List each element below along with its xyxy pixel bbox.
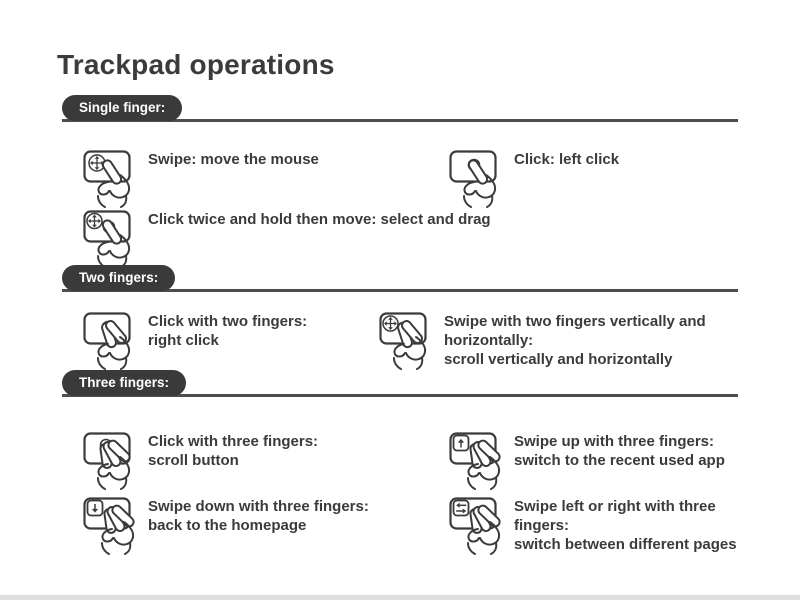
gesture-row bbox=[82, 144, 738, 204]
gesture-item bbox=[82, 204, 491, 264]
item-text bbox=[514, 497, 738, 554]
section-pill bbox=[62, 95, 182, 121]
item-text-line: scroll button bbox=[148, 452, 239, 469]
trackpad-click-three-fingers-icon bbox=[82, 426, 136, 486]
page-title: Trackpad operations bbox=[57, 48, 335, 80]
bottom-edge-strip bbox=[0, 595, 800, 600]
gesture-item bbox=[82, 144, 448, 204]
item-text-line: Click: left click bbox=[514, 151, 620, 168]
item-text-line: Swipe with two fingers vertically and horizontally: bbox=[444, 313, 706, 349]
gesture-row bbox=[82, 306, 738, 369]
gesture-row bbox=[82, 204, 738, 264]
item-text-line: Swipe down with three fingers: bbox=[148, 498, 369, 515]
section-header bbox=[62, 94, 738, 122]
gesture-item bbox=[448, 491, 738, 554]
trackpad-drag-one-finger-icon bbox=[82, 204, 136, 264]
item-text bbox=[148, 432, 318, 470]
item-text bbox=[148, 497, 369, 535]
section-rows bbox=[62, 426, 738, 554]
item-text-line: Swipe left or right with three fingers: bbox=[514, 498, 716, 534]
item-text-line: Click with two fingers: bbox=[148, 313, 308, 330]
gesture-row bbox=[82, 426, 738, 486]
section-rows bbox=[62, 144, 738, 264]
sections bbox=[62, 94, 738, 559]
gesture-section bbox=[62, 369, 738, 554]
gesture-row bbox=[82, 491, 738, 554]
trackpad-swipe-down-three-fingers-icon bbox=[82, 491, 136, 551]
item-text-line: Click with three fingers: bbox=[148, 433, 319, 450]
trackpad-swipe-two-fingers-icon bbox=[378, 306, 432, 366]
gesture-item bbox=[82, 491, 448, 551]
trackpad-click-two-fingers-icon bbox=[82, 306, 136, 366]
item-text bbox=[148, 150, 319, 169]
section-label: Two fingers: bbox=[79, 270, 159, 285]
gesture-item bbox=[448, 426, 725, 486]
item-text-line: back to the homepage bbox=[148, 517, 307, 534]
gesture-item bbox=[378, 306, 738, 369]
gesture-section bbox=[62, 94, 738, 264]
section-pill bbox=[62, 265, 175, 291]
gesture-item bbox=[82, 426, 448, 486]
item-text bbox=[444, 312, 738, 369]
item-text bbox=[514, 150, 619, 169]
item-text bbox=[148, 312, 307, 350]
section-label: Single finger: bbox=[79, 100, 166, 115]
item-text bbox=[148, 210, 491, 229]
section-label: Three fingers: bbox=[79, 375, 170, 390]
item-text-line: Click twice and hold then move: select and drag bbox=[148, 211, 491, 228]
trackpad-swipe-up-three-fingers-icon bbox=[448, 426, 502, 486]
trackpad-swipe-one-finger-icon bbox=[82, 144, 136, 204]
item-text-line: switch to the recent used app bbox=[514, 452, 725, 469]
trackpad-swipe-left-right-three-fingers-icon bbox=[448, 491, 502, 551]
item-text bbox=[514, 432, 725, 470]
gesture-section bbox=[62, 264, 738, 369]
item-text-line: scroll vertically and horizontally bbox=[444, 351, 673, 368]
section-header bbox=[62, 369, 738, 397]
gesture-item bbox=[82, 306, 378, 366]
item-text-line: right click bbox=[148, 332, 219, 349]
item-text-line: switch between different pages bbox=[514, 536, 737, 553]
section-pill bbox=[62, 370, 186, 396]
gesture-item bbox=[448, 144, 619, 204]
section-rows bbox=[62, 306, 738, 369]
item-text-line: Swipe up with three fingers: bbox=[514, 433, 715, 450]
trackpad-click-one-finger-icon bbox=[448, 144, 502, 204]
item-text-line: Swipe: move the mouse bbox=[148, 151, 319, 168]
section-header bbox=[62, 264, 738, 292]
